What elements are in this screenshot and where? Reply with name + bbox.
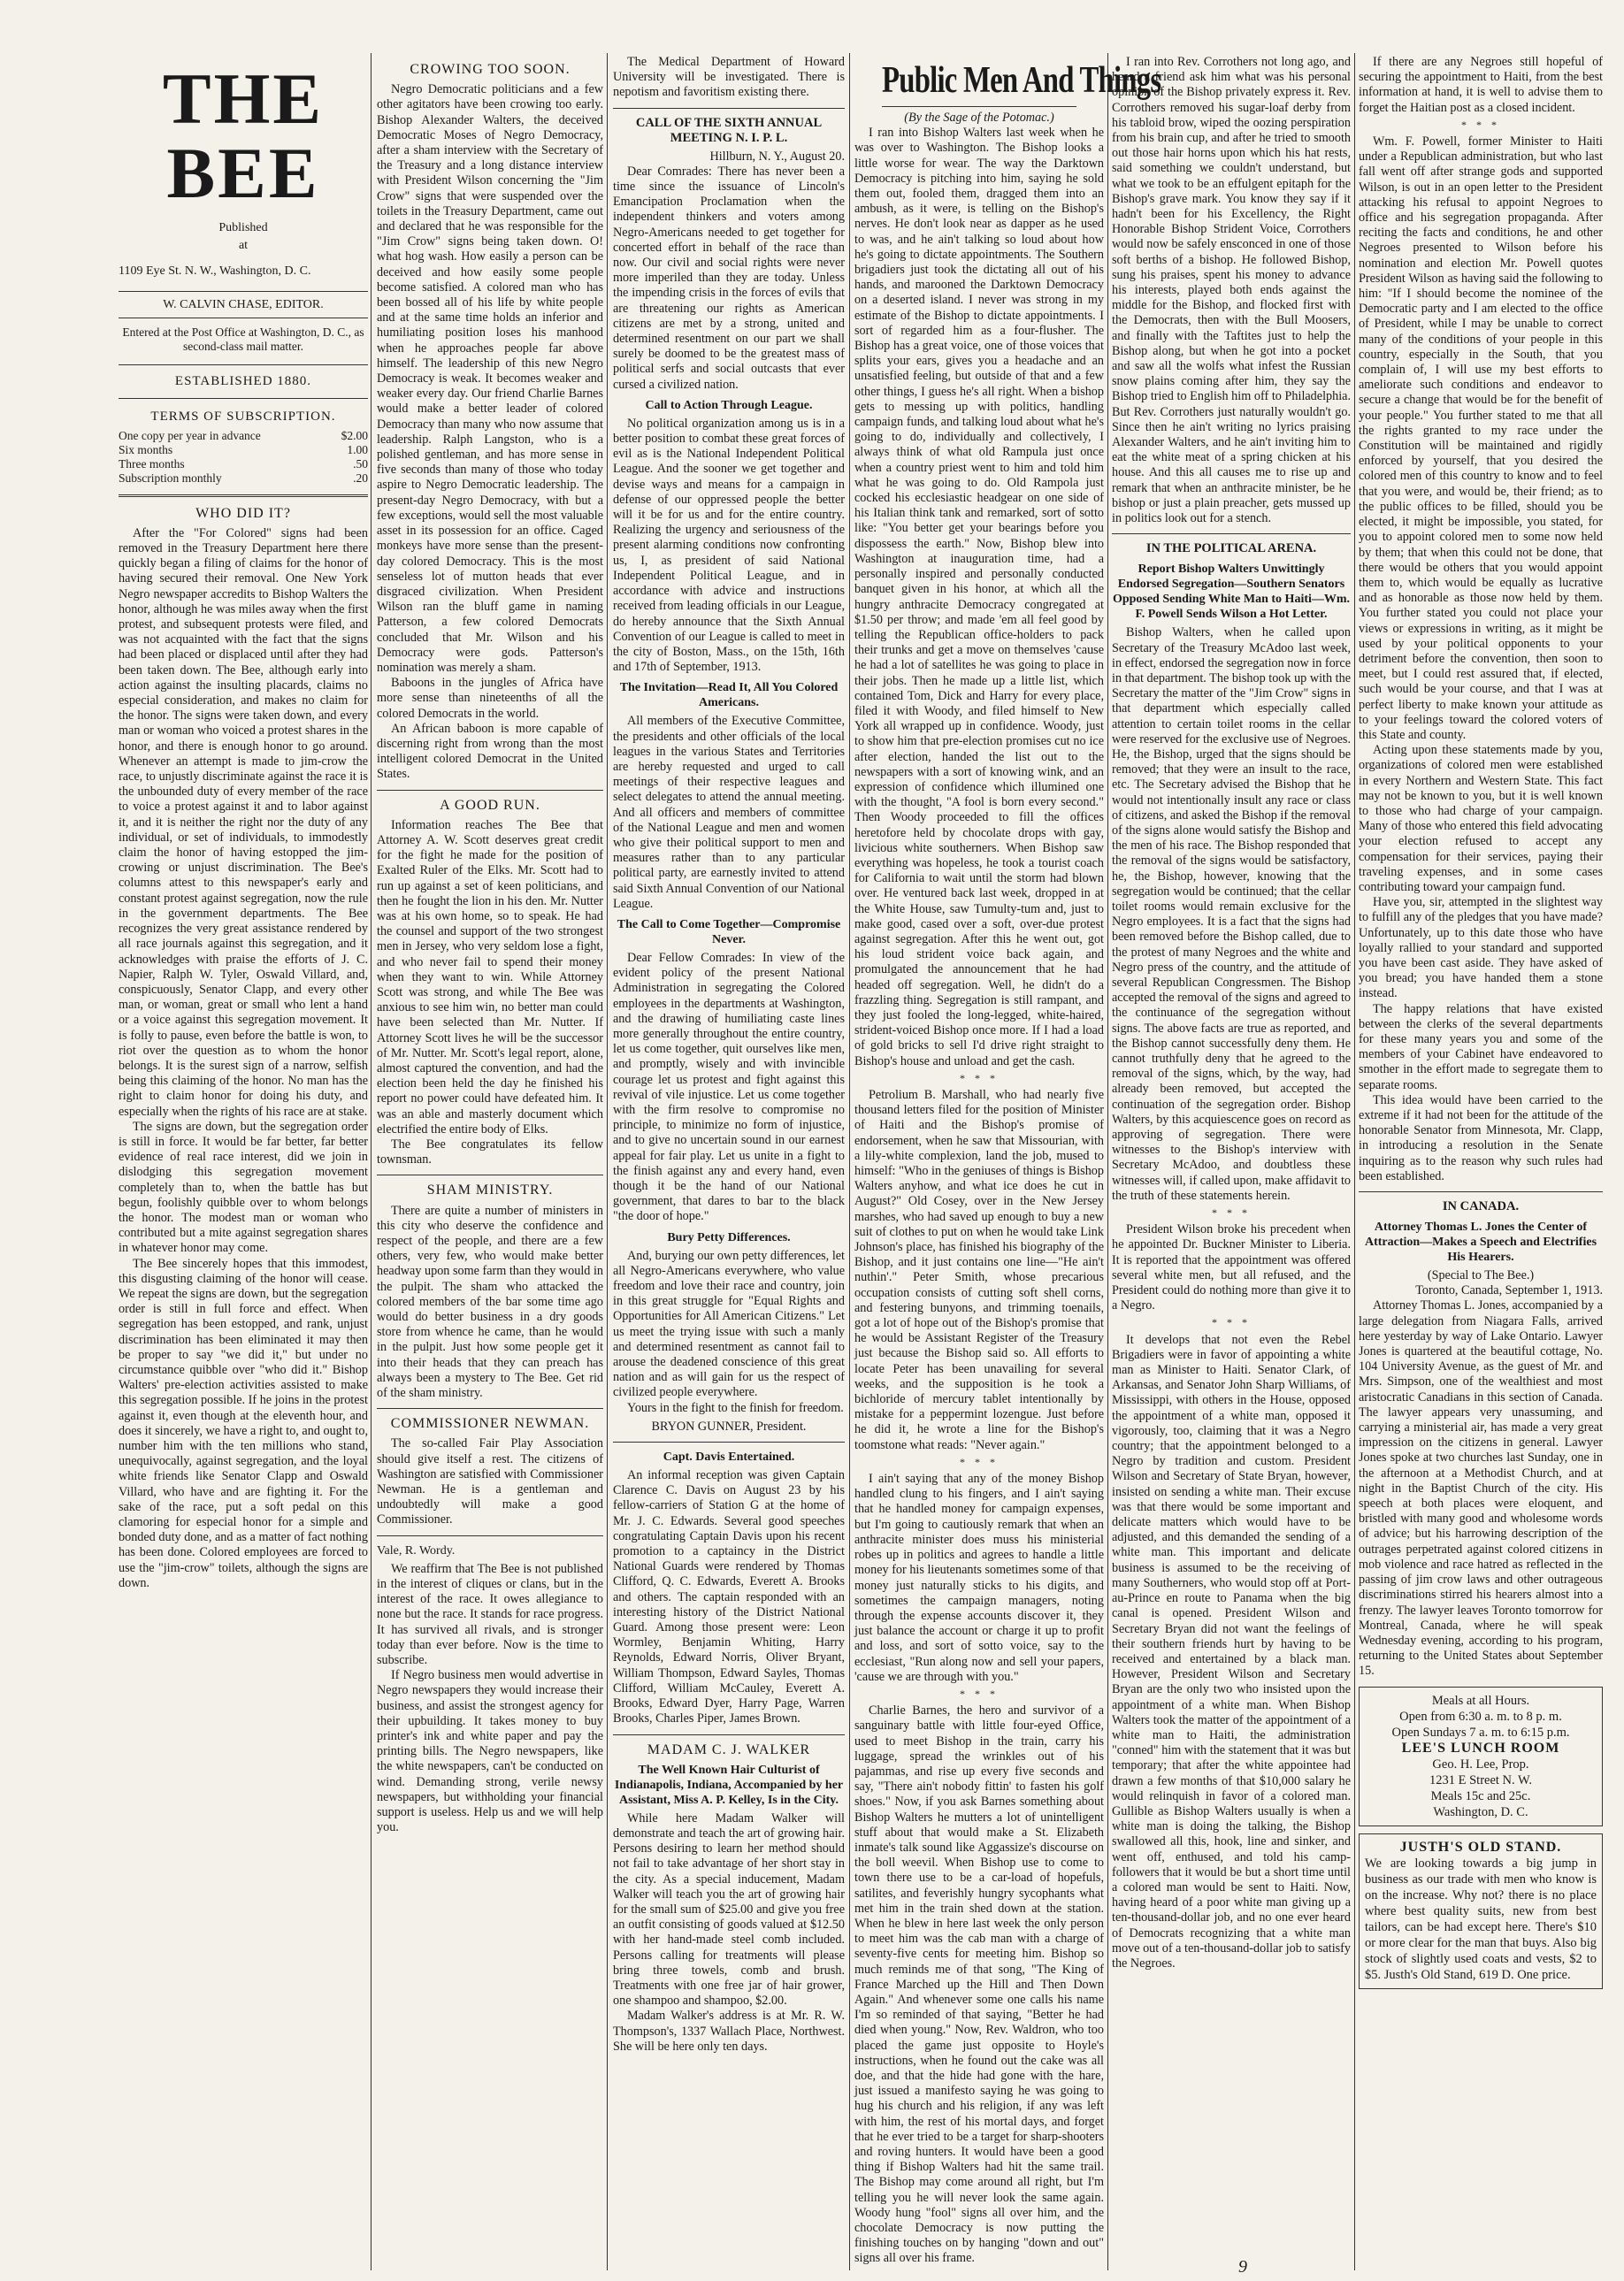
article-paragraph: The Medical Department of Howard University will be investigated. There is nepotism and favoritism existing there. bbox=[613, 55, 845, 100]
article-paragraph: Have you, sir, attempted in the slightest way to fulfill any of the pledges that you have made? Unfortunately, up to this date those who have loyally rallied to your standard and supported you have been cast aside. They have asked of you bread; you have handed them a stone instead. bbox=[1359, 895, 1603, 1001]
article-paragraph: Negro Democratic politicians and a few other agitators have been crowing too early. Bishop Alexander Walters, the deceived Democratic Moses of Negro Democracy, after a sham interview with the Secretary of the Treasury and a long distance interview with President Wilson concerning the "Jim Crow" signs that were suspended over the toilets in the Treasury Department, came out and declared that he was responsible for the "Jim Crow" signs being taken down. O! what hog wash. How easily a person can be deceived and how easily some people become satisfied. A colored man who has been bossed all of his life by white people and at the same time holds an inferior and humiliating position loses his manhood when he approaches people far above himself. The leadership of this new Negro Democracy is weak. It becomes weaker and weaker every day. Our friend Charlie Barnes would make a better leader of colored Democracy than many who now assume that leadership. Ralph Langston, who is a polished gentleman, and has more sense in five seconds than many of those who today aspire to Negro Democratic leadership. The present-day Negro Democracy, with but a few exceptions, would sell the most valuable asset in its possession for an office. Caged monkeys have more sense than the present-day colored Democracy. This is the most senseless lot of mutton heads that ever disgraced civilization. When President Wilson ran the bluff game in naming Patterson, a few colored Democrats concluded that Mr. Wilson and his Democracy were gods. Patterson's nomination was merely a sham. bbox=[377, 82, 603, 675]
column-5 bbox=[1112, 55, 1351, 2270]
article-paragraph: Bishop Walters, when he called upon Secretary of the Treasury McAdoo last week, in effect, endorsed the segregation now in force in that department. The bishop took up with the Secretary the matter of the "Jim Crow" signs in that department which especially called attention to certain toilet rooms in the cellar were reserved for the exclusive use of Negroes. He, the Bishop, urged that the signs should be removed; that they were an insult to the race, etc. The Secretary advised the Bishop that he would not intentionally insult any race or class of citizens, and asked the Bishop if the removal of the signs alone would satisfy the Bishop and the men of his race. The Bishop responded that the removal of the signs would be satisfactory, he, the Bishop, however, knowing that the segregation would be continued; that the cellar toilet rooms would remain exclusive for the Negro employees. It is a fact that the signs had been removed before the Bishop called, due to the protest of many Negroes and the white and Negro press of the country, and the attitude of several Republican Congressmen. The Bishop accepted the removal of the signs and agreed to the continuance of the segregation without signs. The above facts are true as reported, and the Bishop cannot successfully deny them. He cannot truthfully deny that he agreed to the removal of the signs, which, by the way, had already been removed, but accepted the continuation of the segregation order. Bishop Walters, by this acquiescence goes on record as approving of segregation. There were witnesses to the Bishop's interview with Secretary McAdoo, and doubtless these witnesses will, if called upon, make affidavit to the truth of these statements herein. bbox=[1112, 625, 1351, 1203]
divider bbox=[613, 108, 845, 109]
closing-line: Yours in the fight to the finish for freedom. bbox=[627, 1400, 844, 1415]
canada-subtitle: Attorney Thomas L. Jones the Center of Attraction—Makes a Speech and Electrifies His Hearers. bbox=[1364, 1221, 1597, 1265]
article-paragraph: The signs are down, but the segregation order is still in force. It would be far better, far better evidence of real race interest, did we join in dislodging this segregation movement completely than to, when the battle has but begun, foolishly quibble over to whom belongs the honor. The modest man or woman who contributed but a mite against segregation shares in whatever honor may come. bbox=[119, 1119, 368, 1256]
article-paragraph: The Bee congratulates its fellow townsman. bbox=[377, 1137, 603, 1167]
ad-title: JUSTH'S OLD STAND. bbox=[1399, 1839, 1562, 1855]
published-label: Published bbox=[218, 221, 268, 234]
article-paragraph: This idea would have been carried to the extreme if it had not been for the attitude of the honorable Senator from Minnesota, Mr. Clapp, in introducing a resolution in the Senate inquiring as to the reason why such rules had been established. bbox=[1359, 1092, 1603, 1183]
article-paragraph: If Negro business men would advertise in Negro newspapers they would increase their business, and assist the strongest agency for their upbuilding. It takes money to buy printer's ink and white paper and pay the printing bills. The Negro newspapers, like the white newspapers, can't be conducted on wind. Demanding strong, verile newsy newspapers, but withholding your financial support is useless. Help us and we will help you. bbox=[377, 1668, 603, 1835]
article-paragraph: Petrolium B. Marshall, who had nearly five thousand letters filed for the position of Minister of Haiti and the Bishop's promise of endorsement, when he saw that Missourian, with a lily-white complexion, land the job, mused to himself: "Who in the geniuses of things is Bishop Walters anyhow, and what ice does he cut in August?" Old Cosey, over in the New Jersey marshes, who had saved up enough to buy a new suit of clothes to put on when he would take Link Johnson's place, has finished his biography of the Bishop, and it just contains one line—"He ain't nuthin'." Peter Smith, whose precarious occupation consists of cutting soft shell corns, and festering bunyons, and trimming toenails, got a lot of hope out of the Bishop's promise that he would be Assistant Register of the Treasury just because the Bishop said so. All efforts to locate Peter has been unavailing for several weeks, and the supposition is he took a bichloride of mercury tablet intentionally by mistake for a peppermint lozengue. Just before he did it, he wrote a line for the Bishop's toomstone what reads: "Never again." bbox=[854, 1088, 1104, 1452]
column-3 bbox=[613, 55, 845, 2270]
masthead-published bbox=[119, 219, 368, 255]
call-together-title: The Call to Come Together—Compromise Never. bbox=[617, 917, 841, 946]
article-paragraph: Acting upon these statements made by you, organizations of colored men were established in every Northern and Western State. This fact may not be known to you, but it is well known to those who had charge of your campaign. Many of those who entered this field advocating your election refused to accept any compensation for their services, paying their traveling expenses, and in some cases contributing toward your campaign fund. bbox=[1359, 743, 1603, 894]
separator-stars: * * * bbox=[1212, 1316, 1251, 1329]
article-paragraph: I ran into Rev. Corrothers not long ago, and heard a friend ask him what was his personal opinion of the Bishop privately express it. Rev. Corrothers removed his sugar-loaf derby from his tabloid brow, wiped the oozing perspiration from his brain cup, and after he tried to smooth out those hair horns upon which his hat rests, said something we couldn't understand, but what we took to be an effulgent epitaph for the Bishop's grave mark. You know they say if it hadn't been for his Excellency, the Right Honorable Bishop Strident Voice, Corrothers would now be safely ensconced in one of those soft berths of a bishop. He followed Bishop, sung his praises, spent his money to advance his interests, played both ends against the middle for the Bishop, and flocked first with the Democrats, then with the Bull Moosers, and finally with the Taftites just to help the Bishop along, but when he got into a pocket and saw all the wolfs what infest the Russian snow plains coming after him, they say the Bishop tried to English him off to Philadelphia. But Rev. Corrothers just naturally wouldn't go. Since then he ain't writing no lyrics praising Alexander Walters, and he ain't inviting him to eat the white meat of a spring chicken at his house. And this all causes me to rise up and remark that when an anthracite minister, be he bishop or just a plain preacher, gets mussed up in politics look out for a stench. bbox=[1112, 55, 1351, 526]
justh-ad bbox=[1359, 1833, 1603, 1989]
ad-line: Open Sundays 7 a. m. to 6:15 p.m. bbox=[1391, 1725, 1570, 1740]
column-rule bbox=[1107, 53, 1108, 2270]
article-paragraph: I ran into Bishop Walters last week when he was over to Washington. The Bishop looks a little worse for wear. The way the Darktown Democracy is pitching into him, saying he sold them out, fooled them, dragged them into an ambush, as it were, is telling on the Bishop's nerves. He don't look near as dapper as he used to was, and he ain't talking so loud about how he's going to dictate appointments. The Southern brigadiers just took the dictating all out of his hands, and marooned the Darktown Democracy on a deserted island. I never was strong in my estimate of the Bishop to dictate appointments. I sort of regarded him as a four-flusher. The Bishop has a great voice, one of those voices that splits your ears, gives you a headache and an unsatisfied feeling, but outside of that and a few other things, I guess he's all right. When a bishop gets to messing up with politics, handling campaign funds, and talking loud about what he's going to do, individually and collectively, I always think of what old Rampula just once when a country priest went to him and told him what he was going to do. Old Rampola just cocked his ecclesiastic headgear on one side of his Italian think tank and remarked, sort of sotto like: "You better get your bearings before you dispossess the earth." Now, Bishop blew into Washington at inauguration time, had a personally inspired and personally conducted banquet given in his honor, at which all the hungry anthracite Democracy congregated at $1.50 per throw; and made 'em all feel good by telling the Republican office-holders to pack their trunks and get a move on themselves 'cause he had a lot of satellites he was going to place in their jobs. Then he made up a little list, which contained Tom, Dick and Harry for every place, filed it with Woody, and filed himself to New York all wrapped up in confidence. Woody, just to show him that pre-election promises cut no ice after election, handed the list out to the newspapers with a sort of knowing wink, and an expression of confidence which illumined one with the thought, "A fool is born every second." Then Woody proceeded to fill the offices heretofore held by chocolate drops with gay, livicious white southerners. When Bishop saw everything was hopeless, he took a tourist coach for California to wait until the storm had blown over. He ventured back last week, dropped in at the White House, saw Tumulty-tum and, just to make good, cased over a soft, over-due protest against segregation. After this he went out, got his loud strident voice back again, and promulgated the announcement that he had headed off segregation. Well, he didn't do a frazzling thing. Segregation is still rampant, and they just fooled the long-legged, white-haired, strident-voiced Bishop once more. If I had a load of gold bricks to sell I'd drive right straight to Bishop's house and unload and get the cash. bbox=[854, 126, 1104, 1068]
article-paragraph: After the "For Colored" signs had been removed in the Treasury Department here there quickly began a filing of claims for the honor of having secured their removal. One New York Negro newspaper accredits to Bishop Walters the honor, although he was miles away when the first protest, and subsequent protests were filed, and was not acquainted with the fact that the signs had been placed or displaced until after they had been taken down. The Bee, although early into action against the insulting placards, claims no especial consideration, and makes no claim for the honor. The signs were taken down, and every man or woman who voiced a protest shares in the honor, and there is enough honor to go around. Whenever an attempt is made to jim-crow the race, to unjustly discriminate against the race it is the unbounded duty of every member of the race to voice a protest against it and to labor against it, and it is neither the right nor the duty of any individual, or set of individuals, to immodestly claim the honor of having estopped the jim-crowing or unjust discrimination. The Bee's columns attest to this newspaper's early and constant protest against segregation, now the rule in the government departments. The Bee recognizes the very great assistance rendered by all race journals against this segregation, and it acknowledges with praise the efforts of J. C. Napier, Ralph W. Tyler, Oswald Villard, and, conspicuously, Senator Clapp, and every other man, or woman, great or small who lent a hand or a voice against this segregation movement. It is folly to pause, even before the battle is won, to riot over the question as to whom the honor belongs. It is the surest sign of a narrow, selfish being this claiming of the honor. No man has the right to claim honor for doing his duty, and especially when the rights of his race are at stake. bbox=[119, 525, 368, 1119]
article-paragraph: I ain't saying that any of the money Bishop handled clung to his fingers, and I ain't saying that he handled money for campaign expenses, but I'm going to cautiously remark that when an anthracite minister does muss his ministerial robes up in politics and agrees to handle a little money for his lieutenants sometimes some of that money just naturally sticks to his digits, and sometimes the campaign managers, noting through the expense accounts discover it, they just balance the account or charge it up to profit and loss, and sort of sotto voice, say to the ecclesiast, "Run along now and sell your papers, 'cause we are through with you." bbox=[854, 1472, 1104, 1684]
masthead-editor: W. CALVIN CHASE, EDITOR. bbox=[119, 291, 368, 318]
separator-stars: * * * bbox=[1212, 1206, 1251, 1220]
article-paragraph: And, burying our own petty differences, let all Negro-Americans everywhere, who value freedom and love their race and country, join in this great struggle for "Equal Rights and Opportunities for All American Citizens." Let us meet the trying issue with such a manly and determined resentment as cannot fail to arouse the deadened conscience of this great nation and as will gain for us the respect of civilized people everywhere. bbox=[613, 1248, 845, 1400]
signature: BRYON GUNNER, President. bbox=[651, 1419, 807, 1434]
divider bbox=[377, 1408, 603, 1409]
sham-title: SHAM MINISTRY. bbox=[426, 1183, 554, 1198]
article-paragraph: The happy relations that have existed between the clerks of the several departments for these many years you and some of the members of your Cabinet have endeavored to smother in the effort made to segregate them to separate rooms. bbox=[1359, 1001, 1603, 1092]
column-rule bbox=[607, 53, 608, 2270]
divider bbox=[377, 1535, 603, 1536]
masthead-title: THE BEE bbox=[162, 58, 325, 213]
column-4 bbox=[854, 55, 1161, 2270]
ad-title: LEE'S LUNCH ROOM bbox=[1401, 1740, 1560, 1756]
public-men-banner: Public Men And Things bbox=[882, 60, 1076, 107]
terms-list bbox=[119, 429, 368, 486]
at-label: at bbox=[238, 239, 249, 252]
article-paragraph: Wm. F. Powell, former Minister to Haiti under a Republican administration, but who last fall went off after strange gods and supported Wilson, is out in an open letter to the President attacking his refusal to appoint Negroes to office and his segregation propaganda. After reciting the facts and conditions, he and other Negroes presented to Wilson before his nomination and election Mr. Powell quotes President Wilson as having said the following to him: "If I should become the nominee of the Democratic party and I am elected to the office of President, while I may be unable to correct many of the conditions of your people in this country, especially in the South, that you complain of, I will use my best efforts to ameliorate such conditions and endeavor to secure a change that would be for the benefit of your people." You further stated to me that all the rights granted to my race under the Constitution will be maintained and rigidly enforced by yourself, that you desired the colored men of this country to know and to feel that you were, and would be, their friend; as to the public offices to be filled, should you be elected, it might be impossible, you stated, for you to appoint colored men to some now held by them; that when this could not be done, that there would be others that you would appoint them to, which would be equally as lucrative and as honorable as those now held by them. You further stated you could not place your views or expressions in writing, as it might be used by your political opponents to your detriment before the convention, then soon to meet, but I could rest assured that, if elected, such would be your course, and that I was at perfect liberty to make known your attitude as to your feelings toward the colored voters of this State and county. bbox=[1359, 134, 1603, 742]
column-2 bbox=[377, 55, 603, 2270]
article-paragraph: The Bee sincerely hopes that this immodest, this disgusting claiming of the honor will cease. We repeat the signs are down, but the segregation order is still in full force and effect. When segregation has been estopped, and rank, unjust discrimination has been eliminated it may then be proper to say "we did it," but under no circumstance quibble over "who did it." Bishop Walters' pre-election activities assisted to make this segregation possible. If he joins in the protest against it, even though at the eleventh hour, and does it sincerely, we have a right to, and ought to, number him with the ten millions who stand, unequivocally, against segregation, and the loyal white friends like Senator Clapp and Oswald Villard, who have and are fighting it. For the sake of the race, put a soft pedal on this clamoring for especial honor for a simple and bonded duty done, and as a matter of fact nothing has been done. Colored employees are forced to use the "jim-crow" toilets, although the signs are down. bbox=[119, 1256, 368, 1590]
article-paragraph: President Wilson broke his precedent when he appointed Dr. Buckner Minister to Liberia. It is reported that the appointment was offered several white men, but all refused, and the President could do nothing more than give it to a Negro. bbox=[1112, 1222, 1351, 1313]
article-paragraph: If there are any Negroes still hopeful of securing the appointment to Haiti, from the best information at hand, it is well to advise them to forget the Haitian post as a closed incident. bbox=[1359, 55, 1603, 115]
separator-stars: * * * bbox=[960, 1455, 999, 1468]
article-paragraph: Attorney Thomas L. Jones, accompanied by a large delegation from Niagara Falls, arrived here yesterday by way of Lake Ontario. Lawyer Jones is quartered at the beautiful cottage, No. 104 University Avenue, as the guest of Mr. and Mrs. Simpson, one of the wealthiest and most aristocratic Canadians in this section of Canada. The lawyer appears very unassuming, and carrying a ministerial air, has made a very great impression on the citizens in general. Lawyer Jones spoke at two churches last Sunday, one in the afternoon at a Methodist Church, and at night in the Baptist Church of the city. His speech at both places were eloquent, and bristled with many good and wholesome words of advice; but his harrowing description of the outrages perpetrated against colored citizens in mob violence and race hatred as reflected in the passing of jim crow laws and other outrageous discriminations stirred his hearers almost into a frenzy. The lawyer leaves Toronto tomorrow for Montreal, Canada, where he will speak Wednesday evening, according to his program, returning to the United States about September 15. bbox=[1359, 1298, 1603, 1679]
walker-subtitle: The Well Known Hair Culturist of Indianapolis, Indiana, Accompanied by her Assistant, Miss A. P. Kelley, Is in the City. bbox=[614, 1763, 844, 1807]
column-rule bbox=[371, 53, 372, 2270]
article-paragraph: All members of the Executive Committee, the presidents and other officials of the local leagues in the various States and Territories are hereby requested and urged to call meetings of their respective leagues and select delegates to attend the annual meeting. And all officers and members of committee of the National League and men and women who give their political support to men and measures rather than to any particular political party, are earnestly invited to attend said Sixth Annual Convention of our National League. bbox=[613, 714, 845, 911]
column-1 bbox=[119, 55, 368, 2270]
page-mark: 9 bbox=[1238, 2257, 1247, 2277]
article-paragraph: Madam Walker's address is at Mr. R. W. Thompson's, 1337 Wallach Place, Northwest. She will be here only ten days. bbox=[613, 2009, 845, 2054]
walker-title: MADAM C. J. WALKER bbox=[647, 1741, 811, 1757]
newman-title: COMMISSIONER NEWMAN. bbox=[390, 1416, 590, 1432]
canada-special: (Special to The Bee.) bbox=[1427, 1268, 1535, 1283]
divider bbox=[1359, 1191, 1603, 1192]
article-paragraph: No political organization among us is in a better position to combat these great forces of evil as is the National Independent Political League. And the sooner we get together and devise ways and means for a campaign in defense of our oppressed people the better will it be for us and for the entire country. Realizing the urgency and seriousness of the present alarming conditions now confronting us, I, as president of said National Independent Political League, and in accordance with advice and instructions received from leading officials in our League, do hereby announce that the Sixth Annual Convention of our League is called to meet in the city of Boston, Mass., on the 15th, 16th and 17th of September, 1913. bbox=[613, 416, 845, 675]
vale-title: Vale, R. Wordy. bbox=[377, 1543, 456, 1558]
arena-subtitle: Report Bishop Walters Unwittingly Endorsed Segregation—Southern Senators Opposed Sending White Man to Haiti—Wm. F. Powell Sends Wilson a Hot Letter. bbox=[1112, 563, 1351, 622]
article-paragraph: It develops that not even the Rebel Brigadiers were in favor of appointing a white man as Minister to Haiti. Senator Clark, of Arkansas, and Senator John Sharp Williams, of Mississippi, with others in the House, opposed the appointment of a white man, opposed it vigorously, too, claiming that it was a Negro country; that the appointment belonged to a Negro by tradition and custom. President Wilson and Secretary of State Bryan, however, insisted on sending a white man. Their excuse was that there would be some important and delicate matters which would have to be adjusted, and this demanded the sending of a white man. This important and delicate business is assumed to be the receiving of many Southerners, who would stop off at Port-au-Prince en route to Panama when the big canal is opened. President Wilson and Secretary Bryan did not want the feelings of their southern friends hurt by having to be received and entertained by a black man. However, President Wilson and Secretary Bryan are the only two who insisted upon the appointment of a white man. When Bishop Walters took the matter of the appointment of a white man to Haiti, the administration "conned" him with the statement that it was but temporary; that after the white appointee had drawn a few months of that $10,000 salary he would relinquish in favor of a colored man. Gullible as Bishop Walters usually is when a white man is doing the talking, the Bishop swallowed all this, hook, line and sinker, and went off, enthused, and told his camp-followers that it would be but a short time until a colored man would be sent to Haiti. Now, having heard of a poor white man giving up a ten-thousand-dollar job, and no one ever heard of Democrats recognizing that a white man move out of a ten-thousand-dollar job to satisfy the Negroes. bbox=[1112, 1332, 1351, 1971]
column-rule bbox=[849, 53, 850, 2270]
ad-line: Geo. H. Lee, Prop. bbox=[1432, 1757, 1529, 1772]
article-paragraph: Information reaches The Bee that Attorney A. W. Scott deserves great credit for the fight he made for the position of Exalted Ruler of the Elks. Mr. Scott had to run up against a set of keen politicians, and then he fought the lion in his den. Mr. Nutter was at his own home, so to speak. He had the counsel and support of the two strongest men in Jersey, who very seldom lose a fight, and who never fail to spend their money when they want to win. While Attorney Scott was strong, and while The Bee was anxious to see him win, no better man could have been selected than Mr. Nutter. If Attorney Scott lives he will be the successor of Mr. Nutter. Mr. Scott's legal report, alone, almost captured the convention, and had the election been held the day he finished his report no power could have defeated him. It was an able and masterly document which electrified the entire body of Elks. bbox=[377, 817, 603, 1137]
article-paragraph: Dear Fellow Comrades: In view of the evident policy of the present National Administration in segregating the Colored employees in the departments at Washington, and the drawing of humiliating caste lines more generally throughout the entire country, let us come together, quit ourselves like men, and promptly, wisely and with invincible courage let us protest and fight against this revival of vile injustice. Let us come together with the firm resolve to compromise no principle, to minimize no form of injustice, and to give no uncertain sound in our earnest appeal for fair play. Let us unite in a fight to the finish against any and every hand, even though it be the hand of our National government, that dares to bar to the black "the door of hope." bbox=[613, 950, 845, 1224]
call-sixth-title: CALL OF THE SIXTH ANNUAL MEETING N. I. P. L. bbox=[635, 115, 823, 145]
dateline: Hillburn, N. Y., August 20. bbox=[709, 149, 845, 164]
article-paragraph: While here Madam Walker will demonstrate and teach the art of growing hair. Persons desiring to learn her method should not fail to take advantage of her short stay in the city. As a special inducement, Madam Walker will teach you the art of growing hair for the small sum of $25.00 and give you free an outfit consisting of goods valued at $12.50 with her hand-made steel comb included. Persons calling for treatments will please bring three towels, comb and brush. Treatments with one free jar of hair grower, one shampoo and shampoo, $2.00. bbox=[613, 1810, 845, 2009]
column-rule bbox=[1354, 53, 1355, 2270]
divider bbox=[1112, 533, 1351, 534]
ad-line: Washington, D. C. bbox=[1433, 1804, 1528, 1819]
masthead-established: ESTABLISHED 1880. bbox=[119, 364, 368, 399]
terms-row: Three months .50 bbox=[119, 456, 368, 471]
divider bbox=[613, 1734, 845, 1735]
who-did-it-title: WHO DID IT? bbox=[195, 505, 291, 521]
article-paragraph: Charlie Barnes, the hero and survivor of a sanguinary battle with little four-eyed Office, used to meet Bishop in the train, carry his luggage, spread the wrinkles out of his pajammas, and rise up every five seconds and say, "There ain't nobody fittin' to fasten his golf shoes." Now, if you ask Barnes something about Bishop Walters he mutters a lot of unintelligent stuff about that would make a St. Elizabeth inmate's talk sound like Aggassize's discourse on the boll weevil. When Bishop use to come to town there use to be a car-load of hopefuls, satilites, and feverishly hungry sycophants what met him in the train shed down at the station. When he blew in here last week the only person to meet him was the cab man with a charge of seventy-five cents for meeting him. Bishop so much reminds me of that song, "The King of France Marched up the Hill and Then Down Again." And whenever some one calls his name I'm so reminded of that saying, "Better he had died when young." Now, Rev. Waldron, who too placed the game just opposite to Hoyle's instructions, when he found out the cake was all doe, and that the hide had gone with the hare, just issued a manifesto saying he was going to hug his church and his religion, if any was left with him, the rest of his mortal days, and forget that he ever tried to be a target for sharp-shooters and roving hunters. It would have been a good thing if Bishop Walters had hit the same trail. The Bishop may come around all right, but I'm telling you he will never look the same again. Woody hung "fool" signs all over him, and the chocolate Democracy is now putting the finishing touches on by hanging "down and out" signs all over his frame. bbox=[854, 1703, 1104, 2266]
terms-row: Six months 1.00 bbox=[119, 442, 368, 456]
divider bbox=[613, 1442, 845, 1443]
ad-line: Meals at all Hours. bbox=[1431, 1693, 1530, 1708]
ad-line: 1231 E Street N. W. bbox=[1429, 1772, 1532, 1787]
good-run-title: A GOOD RUN. bbox=[440, 797, 540, 813]
masthead-address: 1109 Eye St. N. W., Washington, D. C. bbox=[119, 264, 311, 278]
separator-stars: * * * bbox=[960, 1687, 999, 1700]
ad-line: Open from 6:30 a. m. to 8 p. m. bbox=[1399, 1709, 1562, 1724]
invitation-title: The Invitation—Read It, All You Colored Americans. bbox=[619, 681, 839, 710]
crowing-title: CROWING TOO SOON. bbox=[410, 62, 571, 77]
divider bbox=[377, 790, 603, 791]
article-paragraph: Baboons in the jungles of Africa have more sense than nineteenths of all the colored Democrats in the world. bbox=[377, 676, 603, 721]
article-paragraph: The so-called Fair Play Association should give itself a rest. The citizens of Washington are satisfied with Commissioner Newman. He is a gentleman and undoubtedly will make a good Commissioner. bbox=[377, 1436, 603, 1527]
ad-line: Meals 15c and 25c. bbox=[1430, 1788, 1531, 1803]
lees-lunch-ad bbox=[1359, 1687, 1603, 1826]
davis-title: Capt. Davis Entertained. bbox=[663, 1451, 795, 1465]
arena-title: IN THE POLITICAL ARENA. bbox=[1145, 541, 1317, 556]
canada-dateline: Toronto, Canada, September 1, 1913. bbox=[1415, 1283, 1603, 1298]
separator-stars: * * * bbox=[1461, 118, 1500, 131]
article-paragraph: An informal reception was given Captain Clarence C. Davis on August 23 by his fellow-carriers of Station G at the home of Mr. J. C. Edwards. Several good speeches congratulating Captain Davis upon his recent promotion to a captaincy in the District National Guards were rendered by Thomas Clifford, Q. C. Edwards, Everett A. Brooks and others. The captain responded with an interesting history of the District National Guard. Among those present were: Leon Wormley, Benjamin Whiting, Harry Reynolds, Edward Norris, Oliver Bryant, William Thompson, Edward Sayles, Thomas Clifford, William McCauley, Everett A. Brooks, Edward Dyer, Harry Page, Warren Brooks, Charles Piper, James Brown. bbox=[613, 1468, 845, 1726]
terms-row: Subscription monthly .20 bbox=[119, 471, 368, 485]
article-paragraph: An African baboon is more capable of discerning right from wrong than the most intelligent colored Democrat in the United States. bbox=[377, 721, 603, 782]
public-men-byline: (By the Sage of the Potomac.) bbox=[904, 111, 1054, 125]
article-paragraph: We reaffirm that The Bee is not published in the interest of cliques or clans, but in the interest of the race. It owes allegiance to none but the race. It stands for race progress. It has survived all rivals, and is stronger today than ever before. Now is the time to subscribe. bbox=[377, 1561, 603, 1667]
ad-body: We are looking towards a big jump in business as our trade with men who know is on the increase. Why not? there is no place where best quality suits, new from best tailors, can be had except here. There's $10 or more clear for the man that buys. Also big stock of slightly used coats and vests, $2 to $5. Justh's Old Stand, 619 D. One price. bbox=[1365, 1856, 1597, 1982]
canada-title: IN CANADA. bbox=[1442, 1199, 1520, 1214]
divider bbox=[119, 494, 368, 497]
separator-stars: * * * bbox=[960, 1071, 999, 1084]
article-paragraph: Dear Comrades: There has never been a time since the issuance of Lincoln's Emancipation Proclamation when the independent thinkers and voters among Negro-Americans needed to get together for concerted effort in behalf of the race than now. Our civil and social rights were never more imperiled than they are today. Unless the impending crisis in the forces of evils that are threatening our rights as American citizens are met by a strong, united and determined resentment on our part we shall surely be doomed to be the greatest mass of political serfs and social outcasts that ever cursed a civilized nation. bbox=[613, 164, 845, 392]
article-paragraph: There are quite a number of ministers in this city who deserve the confidence and respect of the people, and there are a few others, very few, who would make better headway upon some farm than they would in the pulpit. The sham who attacked the colored members of the bar some time ago would do better business in a dry goods store from whence he came, than he would in the pulpit. Just how some people get it into their heads that they can preach has always been a mystery to The Bee. Get rid of the sham ministry. bbox=[377, 1203, 603, 1401]
call-to-action-title: Call to Action Through League. bbox=[645, 398, 813, 412]
terms-row: One copy per year in advance $2.00 bbox=[119, 428, 368, 442]
column-6 bbox=[1359, 55, 1603, 2270]
bury-title: Bury Petty Differences. bbox=[667, 1230, 791, 1244]
masthead-entered: Entered at the Post Office at Washington, D. C., as second-class mail matter. bbox=[122, 325, 364, 354]
terms-title: TERMS OF SUBSCRIPTION. bbox=[150, 410, 336, 425]
